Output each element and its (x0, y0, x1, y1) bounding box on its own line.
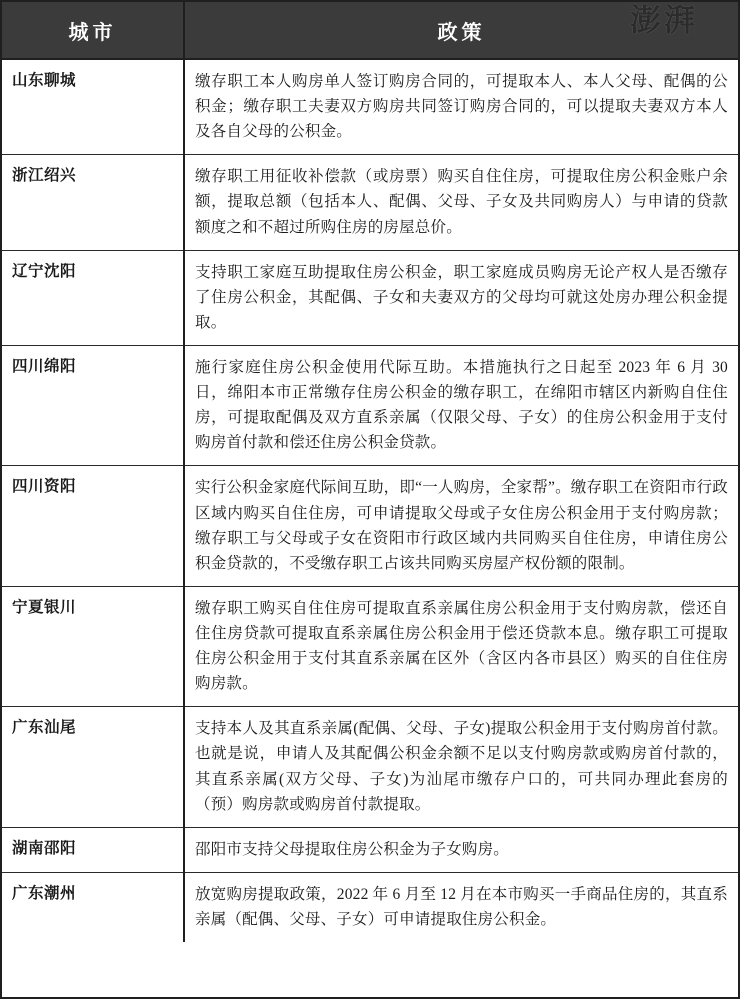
cell-city: 湖南邵阳 (2, 827, 184, 872)
column-header-policy: 政策 (184, 2, 738, 59)
cell-city: 浙江绍兴 (2, 155, 184, 250)
table-body (2, 59, 738, 942)
cell-policy: 支持本人及其直系亲属(配偶、父母、子女)提取公积金用于支付购房首付款。也就是说，申请人及其配偶公积金余额不足以支付购房款或购房首付款的，其直系亲属(双方父母、子女)为汕尾市缴存户口的，可共同办理此套房的（预）购房款或购房首付款提取。 (184, 707, 738, 827)
table-row (2, 466, 738, 586)
table-header-row (2, 2, 738, 59)
cell-city: 四川绵阳 (2, 345, 184, 465)
table-row (2, 707, 738, 827)
cell-policy: 邵阳市支持父母提取住房公积金为子女购房。 (184, 827, 738, 872)
table-row (2, 345, 738, 465)
table-row (2, 827, 738, 872)
cell-city: 广东潮州 (2, 872, 184, 942)
column-header-city: 城市 (2, 2, 184, 59)
table-row (2, 155, 738, 250)
table-row (2, 59, 738, 155)
cell-policy: 缴存职工本人购房单人签订购房合同的，可提取本人、本人父母、配偶的公积金；缴存职工夫妻双方购房共同签订购房合同的，可以提取夫妻双方本人及各自父母的公积金。 (195, 73, 728, 141)
cell-city: 宁夏银川 (2, 586, 184, 706)
cell-policy: 放宽购房提取政策，2022 年 6 月至 12 月在本市购买一手商品住房的，其直系亲属（配偶、父母、子女）可申请提取住房公积金。 (184, 872, 738, 942)
table-row (2, 586, 738, 706)
watermark-main-text: 澎湃 (630, 3, 698, 38)
cell-city: 四川资阳 (2, 466, 184, 586)
policy-table (2, 2, 738, 942)
cell-policy: 施行家庭住房公积金使用代际互助。本措施执行之日起至 2023 年 6 月 30 日，绵阳本市正常缴存住房公积金的缴存职工，在绵阳市辖区内新购自住住房，可提取配偶及双方直系亲属（仅限父母、子女）的住房公积金用于支付购房首付款和偿还住房公积金贷款。 (184, 345, 738, 465)
cell-policy: 缴存职工购买自住住房可提取直系亲属住房公积金用于支付购房款，偿还自住住房贷款可提取直系亲属住房公积金用于偿还贷款本息。缴存职工可提取住房公积金用于支付其直系亲属在区外（含区内各市县区）购买的自住住房购房款。 (184, 586, 738, 706)
table-row (2, 872, 738, 942)
cell-city: 广东汕尾 (2, 707, 184, 827)
watermark-sub-text: THE PAPER (630, 39, 698, 46)
cell-city: 辽宁沈阳 (2, 250, 184, 345)
cell-policy: 支持职工家庭互助提取住房公积金，职工家庭成员购房无论产权人是否缴存了住房公积金，其配偶、子女和夫妻双方的父母均可就这处房办理公积金提取。 (184, 250, 738, 345)
table-header (2, 2, 738, 59)
table-row (2, 250, 738, 345)
cell-policy: 缴存职工用征收补偿款（或房票）购买自住住房，可提取住房公积金账户余额，提取总额（包括本人、配偶、父母、子女及共同购房人）与申请的贷款额度之和不超过所购住房的房屋总价。 (184, 155, 738, 250)
cell-policy: 实行公积金家庭代际间互助，即“一人购房，全家帮”。缴存职工在资阳市行政区域内购买自住住房，可申请提取父母或子女住房公积金用于支付购房款；缴存职工与父母或子女在资阳市行政区域内共同购买自住住房，申请住房公积金贷款的，不受缴存职工占该共同购买房屋产权份额的限制。 (184, 466, 738, 586)
cell-city: 山东聊城 (2, 59, 184, 155)
